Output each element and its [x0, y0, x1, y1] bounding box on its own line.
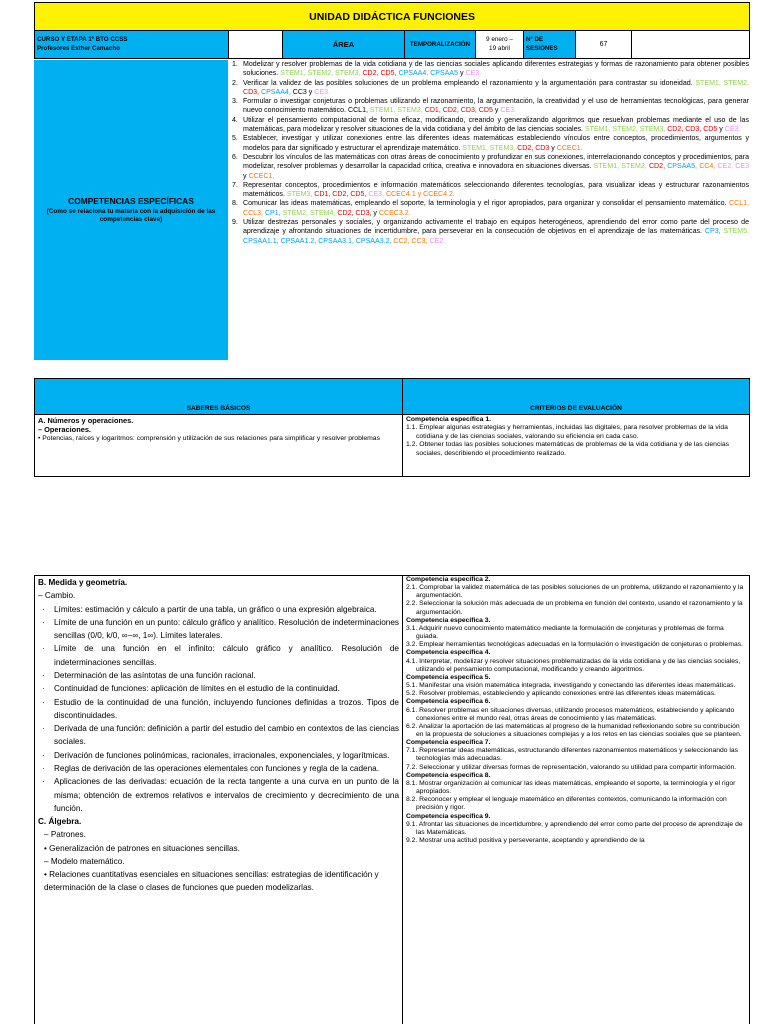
- sesiones-label: [524, 31, 576, 59]
- saberes-bullet-text: Reglas de derivación de las operaciones elementales con funciones y regla de la cadena.: [54, 763, 379, 773]
- saberes-bullet-text: Determinación de las asíntotas de una función racional.: [54, 670, 256, 680]
- saberes-bullet: [38, 682, 399, 695]
- temporalizacion-value: [476, 31, 524, 59]
- competencia-text-segment: STEM5,: [723, 228, 749, 236]
- criterios-head: Competencia específica 8.: [406, 771, 491, 779]
- competencia-text-segment: CP3,: [704, 228, 724, 236]
- competencia-text-segment: y: [494, 107, 501, 115]
- competencia-number: 5.: [232, 135, 238, 143]
- saberes-bullet: [38, 669, 399, 682]
- competencia-text-segment: CCL1, CCL3,: [243, 200, 749, 217]
- competencia-text-segment: CE3.: [314, 88, 330, 96]
- competencia-text-segment: CE2, CE3: [717, 163, 750, 171]
- criterio-item: 8.2. Reconocer y emplear el lenguaje matemático en diferentes contextos, comunicando la información con precisión y rigor.: [406, 796, 727, 812]
- competencia-number: 9.: [232, 219, 238, 227]
- criterio-item: 7.1. Representar ideas matemáticas, estructurando diferentes razonamientos matemáticos y seleccionando las tecnologías más adecuadas.: [406, 747, 739, 763]
- criterio-item: 7.2. Seleccionar y utilizar diversas formas de representación, valorando su utilidad para compartir información.: [406, 763, 737, 771]
- competencias-list: [232, 60, 749, 246]
- saberes-bullet-text: Continuidad de funciones: aplicación de límites en el estudio de la continuidad.: [54, 684, 340, 694]
- competencia-text-segment: CD2, CD3: [517, 144, 552, 152]
- criterio-item: 1.2. Obtener todas las posibles soluciones matemáticas de problemas de la vida cotidiana y de las ciencias sociales, describiendo el procedimiento realizado.: [406, 441, 730, 457]
- competencia-number: 4.: [232, 116, 238, 124]
- criterios-cell: [403, 415, 750, 477]
- criterios-head: Competencia específica 3.: [406, 616, 491, 624]
- competencias-list-cell: [228, 60, 749, 360]
- criterios-head: Competencia específica 1.: [406, 416, 491, 423]
- criterio-item: 9.2. Mostrar una actitud positiva y perseverante, aceptando y aprendiendo de la: [406, 837, 645, 844]
- competencias-label: COMPETENCIAS ESPECÍFICAS: [68, 196, 194, 206]
- competencias-sublabel: (Como se relaciona tu materia con la adquisición de las competencias clave): [46, 208, 216, 223]
- bullet-icon: ·: [42, 724, 45, 734]
- bullet-icon: ·: [42, 670, 45, 680]
- saberes-bullet: [38, 749, 399, 762]
- criterios-head: Competencia específica 5.: [406, 673, 491, 681]
- saberes-cell: [35, 415, 403, 477]
- saberes-table-2: [34, 575, 750, 1024]
- saberes-subsection: • Relaciones cuantitativas esenciales en situaciones sencillas: estrategias de identificación y determinación de la clase o clases de funciones que pueden modelizarlas.: [44, 870, 379, 893]
- bullet-icon: ·: [42, 750, 45, 760]
- criterio-item: 5.2. Resolver problemas, estableciendo y aplicando conexiones entre las diferentes ideas matemáticas.: [406, 690, 716, 698]
- competencia-text-segment: y: [373, 209, 379, 217]
- profesores-label: Profesores Esther Camacho: [37, 44, 120, 52]
- competencia-text-segment: CCEC4.1 y CCEC4.2.: [385, 191, 455, 199]
- competencia-text-segment: CP1,: [264, 209, 283, 217]
- temporalizacion-start: 9 enero –: [485, 36, 513, 44]
- saberes-text: • Potencias, raíces y logaritmos: comprensión y utilización de sus relaciones para simplificar y resolver problemas: [38, 434, 380, 442]
- competencia-item: [232, 181, 749, 200]
- bullet-icon: ·: [42, 763, 45, 773]
- saberes-title: A. Números y operaciones.: [38, 416, 134, 425]
- saberes-section-title: B. Medida y geometría.: [38, 578, 128, 587]
- competencias-table: [34, 60, 749, 360]
- sesiones-value: 67: [576, 31, 632, 59]
- competencia-text-segment: Establecer, investigar y utilizar conexiones entre las diferentes ideas matemáticas estableciendo vínculos entre conceptos, procedimientos, argumentos y modelos para dar significado y estructurar el aprendizaje matemático.: [243, 135, 749, 152]
- criterios-head: Competencia específica 6.: [406, 698, 491, 706]
- criterio-item: 8.1. Mostrar organización al comunicar las ideas matemáticas, empleando el soporte, la terminología y el rigor apropiados.: [406, 779, 736, 796]
- criterios-head: Competencia específica 7.: [406, 739, 491, 747]
- competencia-text-segment: CCEC1.: [248, 172, 275, 180]
- competencia-item: [232, 218, 749, 246]
- criterio-item: 6.1. Resolver problemas en situaciones diversas, utilizando procesos matemáticos, estableciendo y aplicando conexiones entre el mundo real, otras áreas de conocimiento y las matemáticas.: [406, 706, 735, 722]
- bullet-icon: ·: [42, 644, 45, 654]
- criterios-cell-2: [403, 576, 750, 1024]
- saberes-bullet-text: Límites: estimación y cálculo a partir de una tabla, un gráfico o una expresión algebraica.: [54, 604, 377, 614]
- curso-label: CURSO Y ETAPA 1º BTO CCSS: [37, 36, 128, 44]
- saberes-bullet: [38, 775, 399, 815]
- saberes-bullet: [38, 762, 399, 775]
- saberes-cell-2: [35, 576, 403, 1024]
- competencia-text-segment: CC4,: [699, 163, 718, 171]
- competencia-text-segment: Utilizar el pensamiento computacional de forma eficaz, modificando, creando y generalizando algoritmos que resuelvan problemas mediante el uso de las matemáticas, para modelizar y resolver situaciones de la vida cotidiana y del ámbito de las ciencias sociales.: [243, 116, 749, 134]
- criterio-item: 3.1. Adquirir nuevo conocimiento matemático mediante la formulación de conjeturas y problemas de forma guiada.: [406, 624, 724, 641]
- competencia-item: [232, 79, 749, 98]
- competencia-text-segment: STEM2, STEM4,: [282, 209, 338, 217]
- competencia-text-segment: CPSAA1.1, CPSAA1.2, CPSAA3.1, CPSAA3.2,: [243, 237, 394, 245]
- competencia-text-segment: Utilizar destrezas personales y sociales, y organizando activamente el trabajo en equipos heterogéneos, aprendiendo del error como parte del proceso de aprendizaje y afrontando situaciones de incertidumbre, para perseverar en la consecución de objetivos en el aprendizaje de las matemáticas.: [243, 219, 749, 236]
- criterio-item: 1.1. Emplear algunas estrategias y herramientas, incluidas las digitales, para resolver problemas de la vida cotidiana y de las ciencias sociales, valorando su eficiencia en cada caso.: [406, 424, 728, 440]
- competencia-text-segment: Verificar la validez de las posibles soluciones de un problema empleando el razonamiento y la argumentación para contrastar su idoneidad.: [243, 79, 696, 87]
- competencia-text-segment: STEM1, STEM2,: [369, 107, 425, 115]
- competencia-text-segment: STEM1, STEM2,: [695, 79, 749, 87]
- saberes-bullet-text: Derivada de una función: definición a partir del estudio del cambio en contextos de las ciencias sociales.: [54, 724, 399, 747]
- sesiones-label-1: Nº DE: [526, 36, 544, 44]
- saberes-header: SABERES BÁSICOS: [35, 379, 403, 415]
- competencia-text-segment: y: [243, 172, 249, 180]
- saberes-section-title: C. Álgebra.: [38, 817, 82, 827]
- competencias-label-cell: [34, 60, 228, 360]
- criterios-head: Competencia específica 9.: [406, 812, 491, 820]
- area-label: ÁREA: [283, 31, 405, 59]
- competencia-text-segment: CPSAA4, CPSAA5: [398, 70, 460, 78]
- competencia-text-segment: CPSAA4,: [261, 88, 293, 96]
- page-title: UNIDAD DIDÁCTICA FUNCIONES: [35, 3, 750, 31]
- competencia-text-segment: CC2, CC3,: [393, 237, 430, 245]
- criterio-item: 4.1. Interpretar, modelizar y resolver situaciones problematizadas de la vida cotidiana y de las ciencias sociales, utilizando el pensamiento computacional, modificando y creando algoritmos.: [406, 657, 741, 673]
- temporalizacion-label: TEMPORALIZACIÓN: [405, 31, 476, 59]
- competencia-text-segment: CCEC1.: [556, 144, 583, 152]
- saberes-subsection: • Generalización de patrones en situaciones sencillas.: [44, 843, 240, 853]
- bullet-icon: ·: [42, 697, 45, 707]
- criterios-header: CRITERIOS DE EVALUACIÓN: [403, 379, 750, 415]
- competencia-text-segment: Representar conceptos, procedimientos e información matemáticos seleccionando diferentes tecnologías, para visualizar ideas y estructurar razonamientos matemáticos.: [243, 181, 749, 199]
- competencia-text-segment: CD2,: [648, 163, 668, 171]
- criterio-item: 2.2. Seleccionar la solución más adecuada de un problema en función del contexto, usando el razonamiento y la argumentación.: [406, 600, 743, 616]
- competencia-number: 7.: [232, 181, 238, 189]
- competencia-text-segment: CD2, CD3, CD5: [667, 126, 720, 134]
- competencia-text-segment: CC3 y: [292, 88, 315, 96]
- competencia-text-segment: y: [551, 144, 557, 152]
- saberes-subsection: – Patrones.: [44, 830, 86, 840]
- competencia-item: [232, 60, 749, 79]
- saberes-table-1: [34, 378, 750, 477]
- empty-cell: [632, 31, 750, 59]
- saberes-bullet: [38, 616, 399, 643]
- saberes-subsection: – Cambio.: [38, 591, 76, 601]
- competencia-item: [232, 97, 749, 116]
- competencia-text-segment: CCEC3.2.: [378, 209, 411, 217]
- sesiones-label-2: SESIONES: [526, 44, 558, 52]
- bullet-icon: ·: [42, 604, 45, 614]
- competencia-text-segment: CE3.: [465, 70, 482, 78]
- bullet-icon: ·: [42, 777, 45, 787]
- criterio-item: 6.2. Analizar la aportación de las matemáticas al progreso de la humanidad reflexionando sobre su contribución en la propuesta de soluciones a situaciones complejas y a los retos en las ciencias sociales que se planteen.: [406, 722, 742, 738]
- competencia-item: [232, 153, 749, 181]
- bullet-icon: ·: [42, 684, 45, 694]
- competencia-item: [232, 199, 749, 218]
- competencia-text-segment: CD1, CD2, CD3, CD5: [424, 107, 495, 115]
- saberes-bullet-text: Derivación de funciones polinómicas, racionales, irracionales, exponenciales, y logarítmicas.: [54, 750, 390, 760]
- curso-cell: [35, 31, 229, 59]
- saberes-bullet: [38, 696, 399, 723]
- competencia-text-segment: Modelizar y resolver problemas de la vida cotidiana y de las ciencias sociales aplicando diferentes estrategias y formas de razonamiento para obtener posibles soluciones.: [243, 61, 749, 78]
- competencia-number: 6.: [232, 153, 238, 161]
- competencia-text-segment: STEM3,: [286, 191, 315, 199]
- criterio-item: 3.2. Emplear herramientas tecnológicas adecuadas en la formulación o investigación de conjeturas o problemas.: [406, 641, 743, 649]
- competencia-item: [232, 134, 749, 153]
- competencia-text-segment: Comunicar las ideas matemáticas, empleando el soporte, la terminología y el rigor apropiados, para organizar y consolidar el pensamiento matemático.: [243, 200, 730, 208]
- competencia-text-segment: CD2, CD5,: [362, 70, 399, 78]
- competencia-text-segment: y: [459, 70, 466, 78]
- competencia-item: [232, 116, 749, 135]
- saberes-bullet: [38, 722, 399, 749]
- saberes-bullet-text: Aplicaciones de las derivadas: ecuación de la recta tangente a una curva en un punto de la misma; obtención de extremos relativos e intervalos de crecimiento y decrecimiento de una función.: [54, 777, 399, 813]
- competencia-number: 3.: [232, 98, 238, 106]
- competencia-text-segment: CE3.: [724, 126, 741, 134]
- saberes-subsection: – Modelo matemático.: [44, 856, 125, 866]
- criterios-head: Competencia específica 2.: [406, 576, 491, 583]
- competencia-text-segment: Descubrir los vínculos de las matemáticas con otras áreas de conocimiento y profundizar en sus conexiones, interrelacionando conceptos y procedimientos, para modelizar, resolver problemas y desarrollar la capacidad crítica, creativa e innovadora en situaciones diversas.: [243, 153, 749, 171]
- temporalizacion-end: 19 abril: [489, 44, 510, 52]
- competencia-number: 2.: [232, 79, 238, 87]
- bullet-icon: ·: [42, 617, 45, 627]
- competencia-number: 1.: [232, 61, 238, 68]
- competencia-text-segment: CE3.: [500, 107, 516, 115]
- saberes-bullet-text: Estudio de la continuidad de una función, incluyendo funciones definidas a trozos. Tipos de discontinuidades.: [54, 697, 399, 720]
- competencia-text-segment: STEM1, STEM2,: [593, 163, 649, 171]
- saberes-bullet-text: Límite de una función en el infinito: cálculo gráfico y analítico. Resolución de indeterminaciones sencillas.: [54, 644, 399, 667]
- competencia-text-segment: STEM1, STEM2, STEM3,: [584, 126, 668, 134]
- competencia-text-segment: Formular o investigar conjeturas o problemas utilizando el razonamiento, la argumentación, la creatividad y el uso de herramientas tecnológicas, para generar nuevo conocimiento matemático. CCL1,: [243, 98, 749, 115]
- criterios-head: Competencia específica 4.: [406, 649, 491, 657]
- saberes-subtitle: – Operaciones.: [38, 425, 91, 435]
- criterio-item: 9.1. Afrontar las situaciones de incertidumbre, y aprendiendo del error como parte del proceso de aprendizaje de las Matemáticas.: [406, 820, 743, 836]
- competencia-text-segment: STEM1, STEM3,: [462, 144, 518, 152]
- criterios-items: [406, 424, 746, 458]
- competencia-text-segment: CE2.: [429, 237, 446, 245]
- competencia-text-segment: CD3,: [243, 88, 262, 96]
- empty-cell: [229, 31, 283, 59]
- competencia-text-segment: y: [719, 126, 725, 134]
- saberes-bullet: [38, 642, 399, 669]
- competencia-text-segment: CD2, CD3,: [337, 209, 374, 217]
- competencia-text-segment: CE3,: [368, 191, 386, 199]
- competencia-text-segment: CPSAA5,: [667, 163, 700, 171]
- criterio-item: 5.1. Manifestar una visión matemática integrada, investigando y conectando las diferentes ideas matemáticas.: [406, 682, 736, 690]
- header-table: [34, 2, 750, 59]
- competencia-number: 8.: [232, 200, 238, 208]
- saberes-bullet-text: Límite de una función en un punto: cálculo gráfico y analítico. Resolución de indeterminaciones sencillas (0/0, k/0, ∞−∞, 1∞). Límites laterales.: [54, 617, 399, 641]
- criterio-item: 2.1. Comprobar la validez matemática de las posibles soluciones de un problema, utilizando el razonamiento y la argumentación.: [406, 584, 744, 600]
- saberes-bullet: [38, 603, 399, 616]
- competencia-text-segment: STEM1, STEM2, STEM3,: [280, 70, 363, 78]
- competencia-text-segment: CD1, CD2, CD5,: [314, 191, 369, 199]
